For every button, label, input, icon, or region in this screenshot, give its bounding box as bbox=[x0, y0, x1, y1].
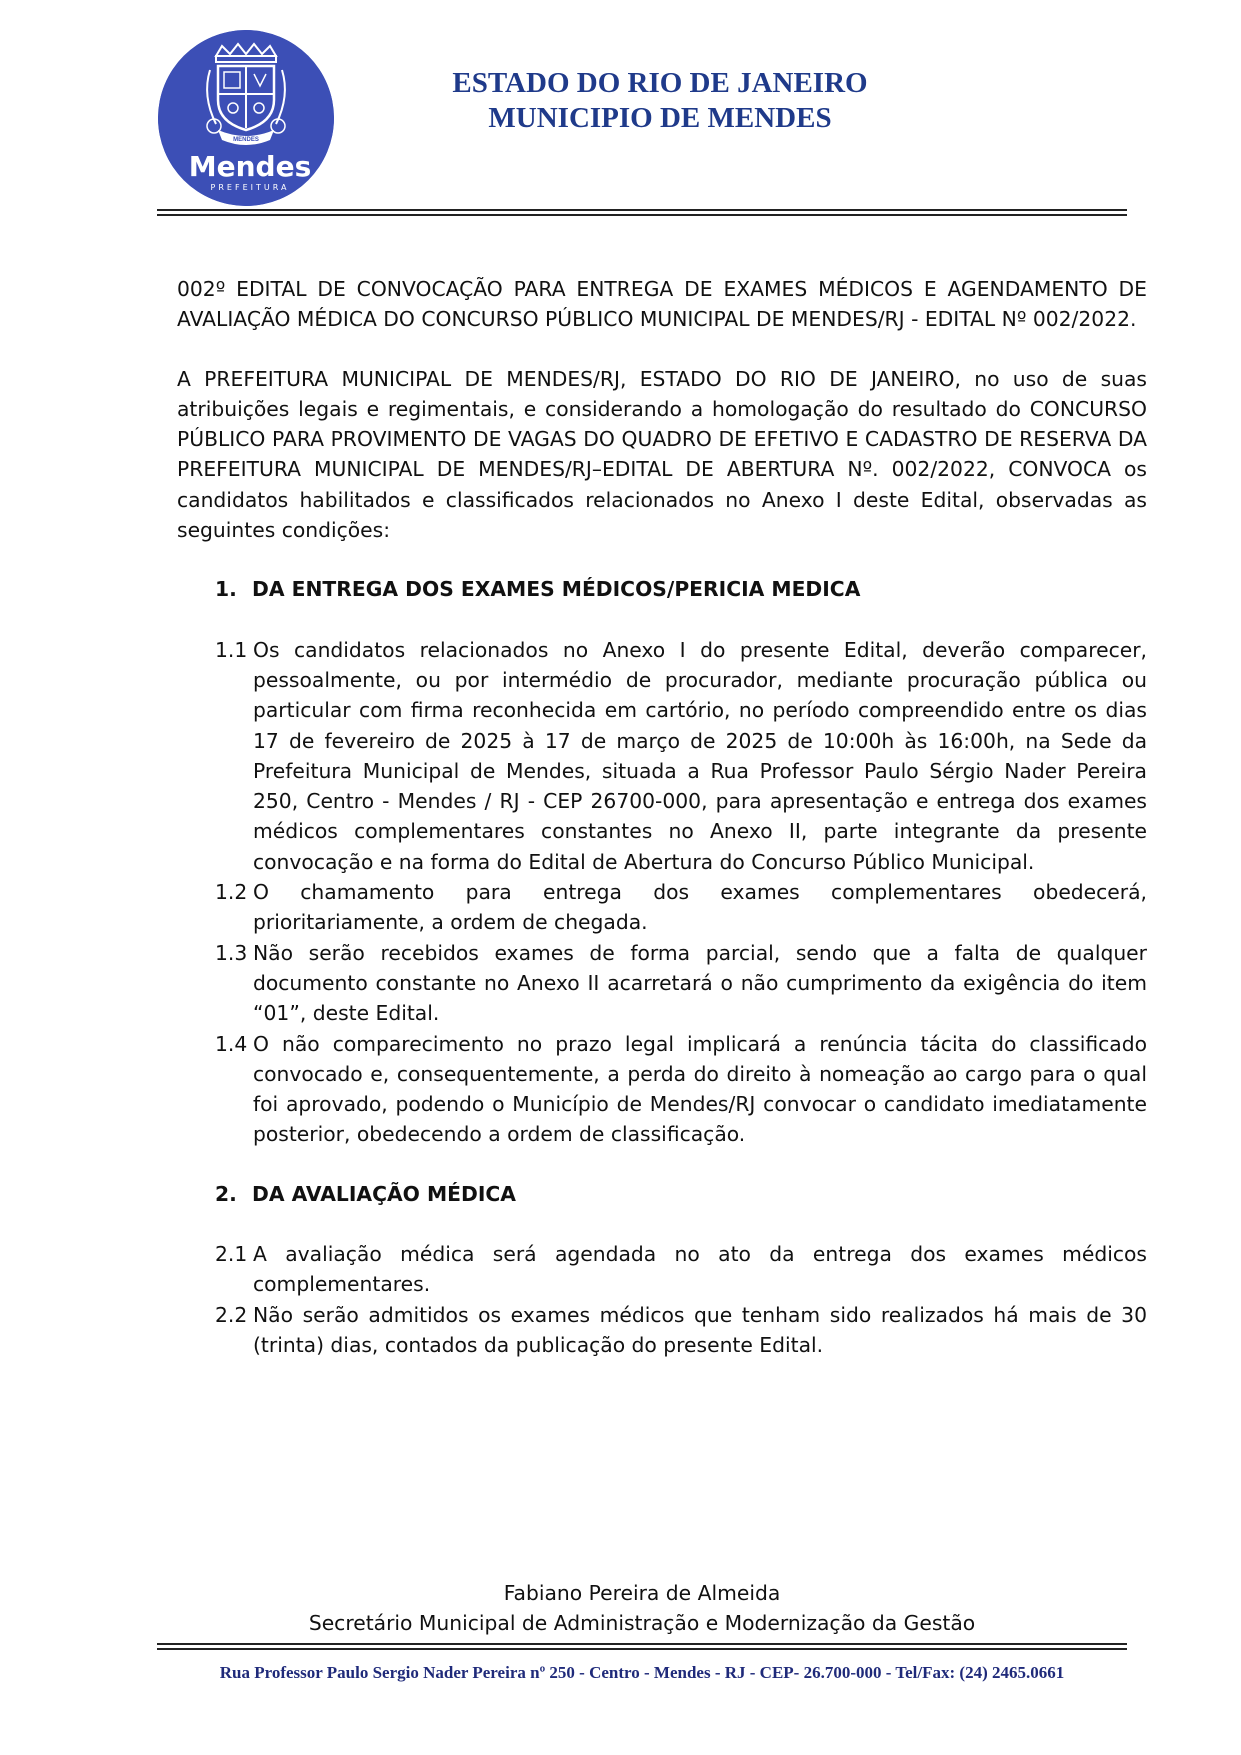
intro-paragraph: A PREFEITURA MUNICIPAL DE MENDES/RJ, ESTADO DO RIO DE JANEIRO, no uso de suas atribuições legais e regimentais, e considerando a homologação do resultado do CONCURSO PÚBLICO PARA PROVIMENTO DE VAGAS DO QUADRO DE EFETIVO E CADASTRO DE RESERVA DA PREFEITURA MUNICIPAL DE MENDES/RJ–EDITAL DE ABERTURA Nº. 002/2022, CONVOCA os candidatos habilitados e classificados relacionados no Anexo I deste Edital, observadas as seguintes condições: bbox=[177, 366, 1147, 543]
list-item bbox=[215, 938, 1147, 1029]
edital-title: 002º EDITAL DE CONVOCAÇÃO PARA ENTREGA DE EXAMES MÉDICOS E AGENDAMENTO DE AVALIAÇÃO MÉDICA DO CONCURSO PÚBLICO MUNICIPAL DE MENDES/RJ - EDITAL Nº 002/2022. bbox=[177, 277, 1147, 332]
logo-ribbon-text: MENDES bbox=[233, 137, 259, 143]
list-item bbox=[215, 877, 1147, 938]
footer-divider-2 bbox=[157, 1648, 1127, 1650]
header-divider bbox=[157, 209, 1127, 211]
item-number: 1.4 bbox=[215, 1031, 248, 1056]
signature-block bbox=[157, 1578, 1127, 1638]
header-divider-2 bbox=[157, 214, 1127, 216]
item-text: Os candidatos relacionados no Anexo I do presente Edital, deverão comparecer, pessoalmente, ou por intermédio de procurador, mediante procuração pública ou particular com firma reconhecida em cartório, no período compreendido entre os dias 17 de fevereiro de 2025 à 17 de março de 2025 de 10:00h às 16:00h, na Sede da Prefeitura Municipal de Mendes, situada a Rua Professor Paulo Sérgio Nader Pereira 250, Centro - Mendes / RJ - CEP 26700-000, para apresentação e entrega dos exames médicos complementares constantes no Anexo II, parte integrante da presente convocação e na forma do Edital de Abertura do Concurso Público Municipal. bbox=[253, 637, 1147, 874]
item-number: 1.1 bbox=[215, 637, 248, 662]
signatory-role: Secretário Municipal de Administração e Modernização da Gestão bbox=[308, 1611, 976, 1635]
section-number: 2. bbox=[215, 1181, 237, 1206]
logo-wordmark: Mendes bbox=[188, 150, 312, 183]
list-item bbox=[215, 1239, 1147, 1300]
section-number: 1. bbox=[215, 577, 237, 602]
section-2-items bbox=[177, 1239, 1147, 1360]
section-1-items bbox=[177, 635, 1147, 1150]
document-body bbox=[177, 274, 1147, 1389]
footer-divider bbox=[157, 1643, 1127, 1645]
item-number: 2.1 bbox=[215, 1242, 248, 1267]
item-number: 1.3 bbox=[215, 940, 248, 965]
list-item bbox=[215, 1029, 1147, 1150]
list-item bbox=[215, 1300, 1147, 1361]
list-item bbox=[215, 635, 1147, 877]
logo-subtext: PREFEITURA bbox=[210, 183, 290, 192]
item-text: A avaliação médica será agendada no ato da entrega dos exames médicos complementares. bbox=[253, 1242, 1147, 1297]
item-number: 1.2 bbox=[215, 880, 248, 905]
footer-address: Rua Professor Paulo Sergio Nader Pereira nº 250 - Centro - Mendes - RJ - CEP- 26.700-000 - Tel/Fax: (24) 2465.0661 bbox=[219, 1663, 1065, 1682]
section-title: DA AVALIAÇÃO MÉDICA bbox=[252, 1181, 516, 1206]
header-municipality: MUNICIPIO DE MENDES bbox=[488, 102, 832, 134]
signatory-name: Fabiano Pereira de Almeida bbox=[503, 1581, 781, 1605]
item-text: Não serão admitidos os exames médicos que tenham sido realizados há mais de 30 (trinta) dias, contados da publicação do presente Edital. bbox=[253, 1302, 1147, 1357]
item-text: Não serão recebidos exames de forma parcial, sendo que a falta de qualquer documento constante no Anexo II acarretará o não cumprimento da exigência do item “01”, deste Edital. bbox=[253, 940, 1147, 1026]
header-title bbox=[420, 66, 900, 136]
item-number: 2.2 bbox=[215, 1302, 248, 1327]
coat-of-arms-icon bbox=[158, 30, 334, 206]
item-text: O não comparecimento no prazo legal implicará a renúncia tácita do classificado convocado e, consequentemente, a perda do direito à nomeação ao cargo para o qual foi aprovado, podendo o Município de Mendes/RJ convocar o candidato imediatamente posterior, obedecendo a ordem de classificação. bbox=[253, 1031, 1147, 1147]
section-1-heading bbox=[177, 574, 1147, 604]
item-text: O chamamento para entrega dos exames complementares obedecerá, prioritariamente, a ordem de chegada. bbox=[253, 880, 1147, 935]
municipality-logo bbox=[158, 30, 334, 206]
header-state: ESTADO DO RIO DE JANEIRO bbox=[452, 67, 868, 99]
section-title: DA ENTREGA DOS EXAMES MÉDICOS/PERICIA MEDICA bbox=[252, 577, 861, 602]
section-2-heading bbox=[177, 1179, 1147, 1209]
